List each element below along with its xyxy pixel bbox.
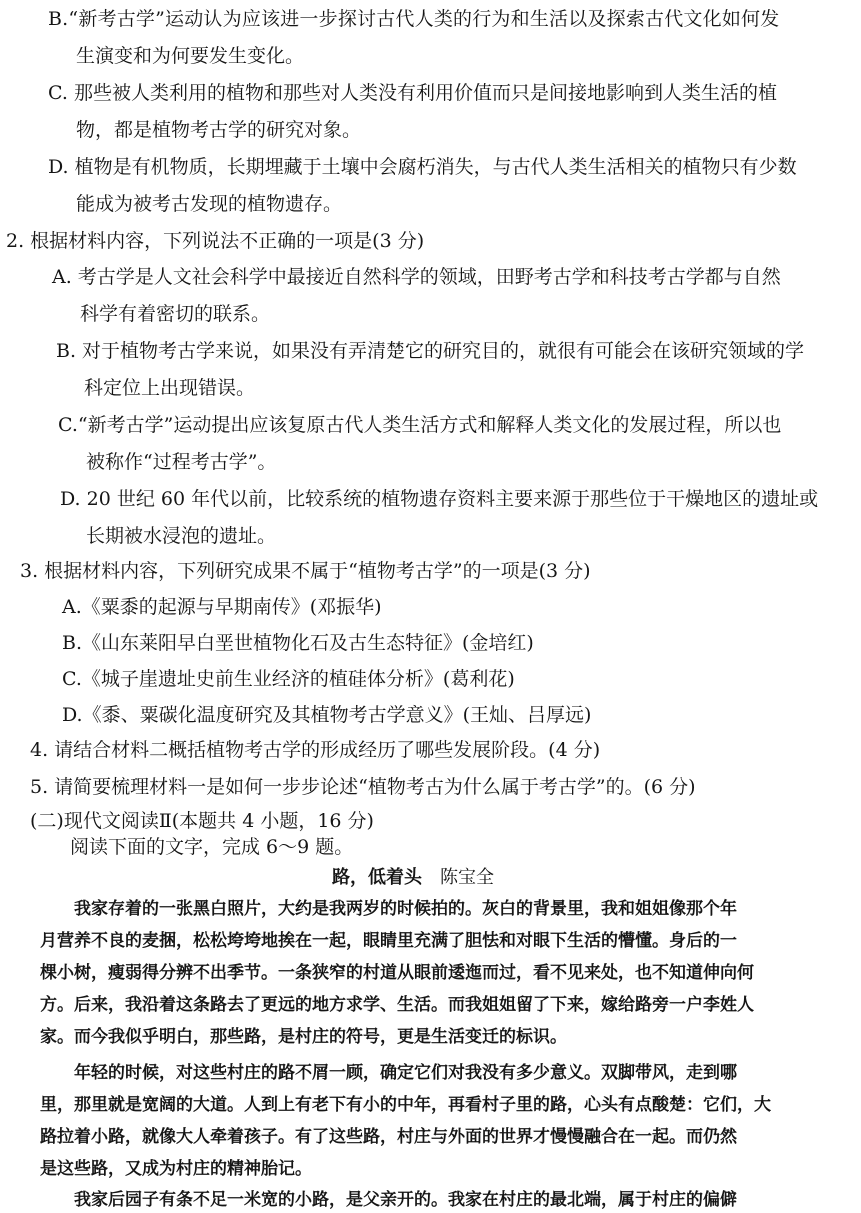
q1-option-d-line1: D. 植物是有机物质，长期埋藏于土壤中会腐朽消失，与古代人类生活相关的植物只有少数 bbox=[48, 156, 797, 178]
story-p2-line4: 是这些路，又成为村庄的精神胎记。 bbox=[40, 1159, 312, 1179]
q3-option-a: A.《粟黍的起源与早期南传》(邓振华) bbox=[62, 596, 382, 618]
q2-option-a-line1: A. 考古学是人文社会科学中最接近自然科学的领域，田野考古学和科技考古学都与自然 bbox=[52, 266, 781, 288]
q1-option-c-line1: C. 那些被人类利用的植物和那些对人类没有利用价值而只是间接地影响到人类生活的植 bbox=[48, 82, 777, 104]
story-p2-line2: 里，那里就是宽阔的大道。人到上有老下有小的中年，再看村子里的路，心头有点酸楚：它们，大 bbox=[40, 1095, 771, 1115]
q1-option-c-line2: 物，都是植物考古学的研究对象。 bbox=[76, 119, 362, 141]
story-p2-line1: 年轻的时候，对这些村庄的路不屑一顾，确定它们对我没有多少意义。双脚带风，走到哪 bbox=[74, 1063, 737, 1083]
story-p1-line4: 方。后来，我沿着这条路去了更远的地方求学、生活。而我姐姐留了下来，嫁给路旁一户李姓人 bbox=[40, 995, 754, 1015]
q2-option-a-line2: 科学有着密切的联系。 bbox=[80, 303, 271, 325]
q4-text: 4. 请结合材料二概括植物考古学的形成经历了哪些发展阶段。(4 分) bbox=[30, 739, 601, 761]
q3-option-d: D.《黍、粟碳化温度研究及其植物考古学意义》(王灿、吕厚远) bbox=[62, 704, 592, 726]
q3-option-b: B.《山东莱阳早白垩世植物化石及古生态特征》(金培红) bbox=[62, 632, 534, 654]
q2-option-b-line1: B. 对于植物考古学来说，如果没有弄清楚它的研究目的，就很有可能会在该研究领域的学 bbox=[56, 340, 805, 362]
story-p2-line3: 路拉着小路，就像大人牵着孩子。有了这些路，村庄与外面的世界才慢慢融合在一起。而仍然 bbox=[40, 1127, 737, 1147]
q2-option-c-line1: C.“新考古学”运动提出应该复原古代人类生活方式和解释人类文化的发展过程，所以也 bbox=[58, 414, 782, 436]
story-p1-line1: 我家存着的一张黑白照片，大约是我两岁的时候拍的。灰白的背景里，我和姐姐像那个年 bbox=[74, 899, 737, 919]
q5-text: 5. 请简要梳理材料一是如何一步步论述“植物考古为什么属于考古学”的。(6 分) bbox=[30, 776, 696, 798]
story-title-line bbox=[332, 864, 494, 891]
q2-option-d-line2: 长期被水浸泡的遗址。 bbox=[86, 525, 277, 547]
story-p1-line5: 家。而今我似乎明白，那些路，是村庄的符号，更是生活变迁的标识。 bbox=[40, 1027, 567, 1047]
q3-stem: 3. 根据材料内容，下列研究成果不属于“植物考古学”的一项是(3 分) bbox=[20, 560, 591, 582]
section2-instruction: 阅读下面的文字，完成 6～9 题。 bbox=[70, 836, 354, 858]
q2-option-d-line1: D. 20 世纪 60 年代以前，比较系统的植物遗存资料主要来源于那些位于干燥地区的遗址或 bbox=[60, 488, 819, 510]
story-p1-line2: 月营养不良的麦捆，松松垮垮地挨在一起，眼睛里充满了胆怯和对眼下生活的懵懂。身后的一 bbox=[40, 931, 737, 951]
story-p1-line3: 棵小树，瘦弱得分辨不出季节。一条狭窄的村道从眼前逶迤而过，看不见来处，也不知道伸向何 bbox=[40, 963, 754, 983]
q3-option-c: C.《城子崖遗址史前生业经济的植硅体分析》(葛利花) bbox=[62, 668, 515, 690]
q1-option-d-line2: 能成为被考古发现的植物遗存。 bbox=[76, 193, 343, 215]
q1-option-b-line2: 生演变和为何要发生变化。 bbox=[76, 45, 305, 67]
section2-heading: (二)现代文阅读Ⅱ(本题共 4 小题，16 分) bbox=[30, 810, 374, 832]
q1-option-b-line1: B.“新考古学”运动认为应该进一步探讨古代人类的行为和生活以及探索古代文化如何发 bbox=[48, 8, 780, 30]
q2-stem: 2. 根据材料内容，下列说法不正确的一项是(3 分) bbox=[6, 230, 425, 252]
story-title: 路，低着头 bbox=[332, 867, 422, 888]
story-author: 陈宝全 bbox=[440, 867, 494, 888]
story-p3-line1: 我家后园子有条不足一米宽的小路，是父亲开的。我家在村庄的最北端，属于村庄的偏僻 bbox=[74, 1190, 737, 1210]
q2-option-c-line2: 被称作“过程考古学”。 bbox=[86, 451, 277, 473]
q2-option-b-line2: 科定位上出现错误。 bbox=[84, 377, 256, 399]
